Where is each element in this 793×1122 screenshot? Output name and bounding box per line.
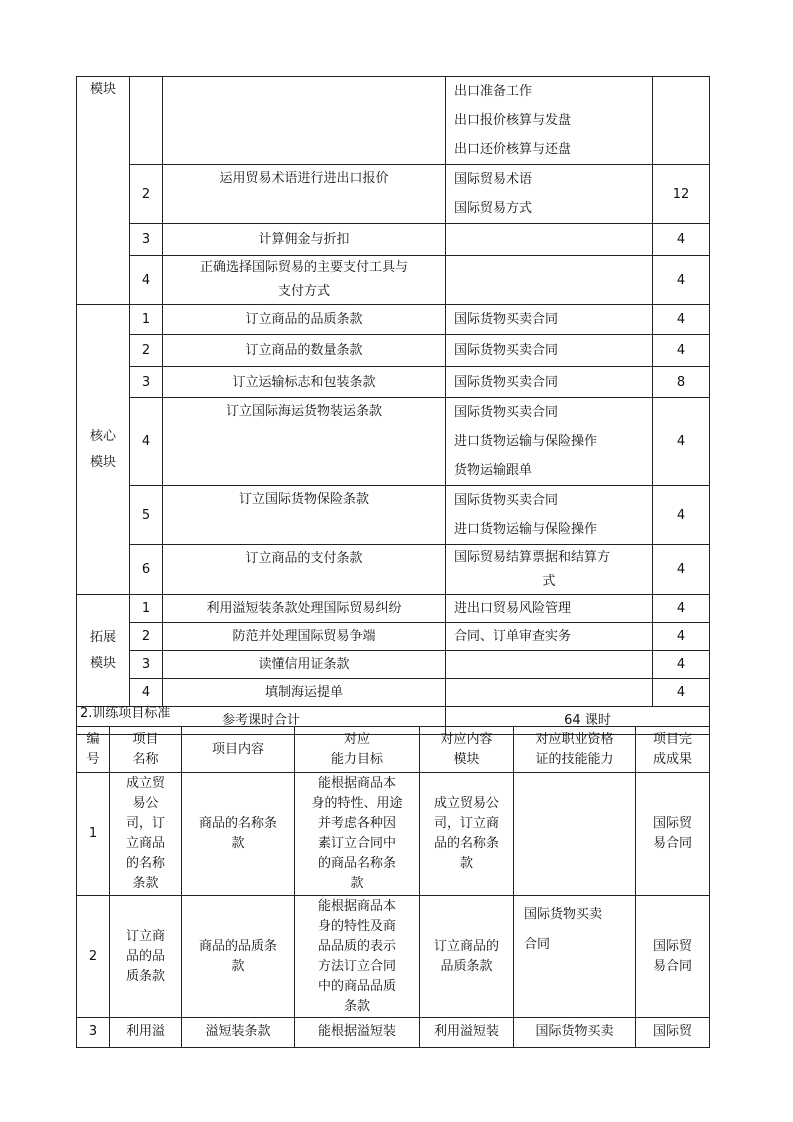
section-heading: 2.训练项目标准 bbox=[80, 706, 171, 721]
row-number: 1 bbox=[77, 773, 110, 896]
row-modules: 国际货物买卖合同 bbox=[446, 367, 653, 398]
total-value: 64 课时 bbox=[446, 707, 710, 735]
project-name: 利用溢 bbox=[110, 1018, 182, 1048]
table-row bbox=[77, 305, 710, 335]
row-number: 6 bbox=[130, 545, 163, 595]
header-cell: 对应职业资格 证的技能能力 bbox=[514, 727, 636, 773]
row-content: 防范并处理国际贸易争端 bbox=[163, 623, 446, 651]
table-row bbox=[77, 545, 710, 595]
row-number: 3 bbox=[130, 367, 163, 398]
row-number: 3 bbox=[130, 651, 163, 679]
row-hours: 4 bbox=[653, 623, 710, 651]
header-row bbox=[77, 727, 710, 773]
row-modules: 国际货物买卖合同 进口货物运输与保险操作 bbox=[446, 486, 653, 545]
row-content: 填制海运提单 bbox=[163, 679, 446, 707]
table-row bbox=[77, 773, 710, 896]
row-modules: 国际贸易结算票据和结算方 式 bbox=[446, 545, 653, 595]
project-content: 溢短装条款 bbox=[182, 1018, 295, 1048]
row-content: 读懂信用证条款 bbox=[163, 651, 446, 679]
table-row bbox=[77, 367, 710, 398]
row-number: 2 bbox=[130, 335, 163, 367]
row-number: 1 bbox=[130, 595, 163, 623]
project-name: 订立商 品的品 质条款 bbox=[110, 896, 182, 1018]
row-number: 5 bbox=[130, 486, 163, 545]
ability-goal: 能根据商品本 身的特性、用途 并考虑各种因 素订立合同中 的商品名称条 款 bbox=[295, 773, 420, 896]
skill-ability: 国际货物买卖 合同 bbox=[514, 896, 636, 1018]
training-standards-table bbox=[76, 726, 710, 1048]
row-content: 运用贸易术语进行进出口报价 bbox=[163, 165, 446, 224]
table-row bbox=[77, 623, 710, 651]
table-row bbox=[77, 679, 710, 707]
row-content: 订立国际海运货物装运条款 bbox=[163, 398, 446, 486]
project-content: 商品的品质条 款 bbox=[182, 896, 295, 1018]
header-cell: 对应 能力目标 bbox=[295, 727, 420, 773]
row-hours: 12 bbox=[653, 165, 710, 224]
row-modules: 国际货物买卖合同 进口货物运输与保险操作 货物运输跟单 bbox=[446, 398, 653, 486]
row-number: 1 bbox=[130, 305, 163, 335]
row-content: 订立运输标志和包装条款 bbox=[163, 367, 446, 398]
content-module: 订立商品的 品质条款 bbox=[420, 896, 514, 1018]
project-result: 国际贸 bbox=[636, 1018, 710, 1048]
row-modules: 国际贸易术语 国际贸易方式 bbox=[446, 165, 653, 224]
table-row bbox=[77, 486, 710, 545]
row-modules: 合同、订单审查实务 bbox=[446, 623, 653, 651]
header-cell: 项目 名称 bbox=[110, 727, 182, 773]
row-number: 2 bbox=[130, 165, 163, 224]
row-modules: 国际货物买卖合同 bbox=[446, 305, 653, 335]
project-result: 国际贸 易合同 bbox=[636, 896, 710, 1018]
table-row bbox=[77, 1018, 710, 1048]
row-number bbox=[130, 77, 163, 165]
row-modules: 国际货物买卖合同 bbox=[446, 335, 653, 367]
ability-goal: 能根据商品本 身的特性及商 品品质的表示 方法订立合同 中的商品品质 条款 bbox=[295, 896, 420, 1018]
row-hours: 4 bbox=[653, 545, 710, 595]
table-row bbox=[77, 651, 710, 679]
row-content: 计算佣金与折扣 bbox=[163, 224, 446, 256]
project-content: 商品的名称条 款 bbox=[182, 773, 295, 896]
table-row bbox=[77, 77, 710, 165]
row-number: 4 bbox=[130, 256, 163, 305]
row-hours: 4 bbox=[653, 256, 710, 305]
row-number: 2 bbox=[130, 623, 163, 651]
row-content: 正确选择国际贸易的主要支付工具与 支付方式 bbox=[163, 256, 446, 305]
row-number: 2 bbox=[77, 896, 110, 1018]
row-hours: 4 bbox=[653, 335, 710, 367]
module-group-label: 模块 bbox=[89, 82, 116, 97]
ability-goal: 能根据溢短装 bbox=[295, 1018, 420, 1048]
row-number: 4 bbox=[130, 679, 163, 707]
table-row bbox=[77, 256, 710, 305]
row-hours: 4 bbox=[653, 679, 710, 707]
skill-ability bbox=[514, 773, 636, 896]
project-name: 成立贸 易公 司，订 立商品 的名称 条款 bbox=[110, 773, 182, 896]
header-cell: 编 号 bbox=[77, 727, 110, 773]
row-modules bbox=[446, 651, 653, 679]
row-modules bbox=[446, 224, 653, 256]
header-cell: 项目内容 bbox=[182, 727, 295, 773]
row-hours: 4 bbox=[653, 398, 710, 486]
row-content: 订立国际货物保险条款 bbox=[163, 486, 446, 545]
content-module: 成立贸易公 司，订立商 品的名称条 款 bbox=[420, 773, 514, 896]
row-number: 3 bbox=[77, 1018, 110, 1048]
row-modules bbox=[446, 679, 653, 707]
content-module: 利用溢短装 bbox=[420, 1018, 514, 1048]
row-hours: 4 bbox=[653, 305, 710, 335]
header-cell: 项目完 成成果 bbox=[636, 727, 710, 773]
row-hours: 4 bbox=[653, 224, 710, 256]
row-number: 4 bbox=[130, 398, 163, 486]
module-group-ext: 拓展 模块 bbox=[77, 595, 130, 707]
skill-ability: 国际货物买卖 bbox=[514, 1018, 636, 1048]
course-module-table bbox=[76, 76, 710, 735]
header-cell: 对应内容 模块 bbox=[420, 727, 514, 773]
row-content: 订立商品的数量条款 bbox=[163, 335, 446, 367]
row-modules: 进出口贸易风险管理 bbox=[446, 595, 653, 623]
row-hours: 8 bbox=[653, 367, 710, 398]
row-content: 利用溢短装条款处理国际贸易纠纷 bbox=[163, 595, 446, 623]
row-number: 3 bbox=[130, 224, 163, 256]
row-hours bbox=[653, 77, 710, 165]
module-group-basic bbox=[77, 77, 130, 305]
row-hours: 4 bbox=[653, 651, 710, 679]
row-hours: 4 bbox=[653, 486, 710, 545]
row-modules bbox=[446, 256, 653, 305]
module-group-core: 核心 模块 bbox=[77, 305, 130, 595]
table-row bbox=[77, 224, 710, 256]
table-row bbox=[77, 595, 710, 623]
table-row bbox=[77, 165, 710, 224]
row-hours: 4 bbox=[653, 595, 710, 623]
total-label: 参考课时合计 bbox=[77, 707, 446, 735]
table-row bbox=[77, 896, 710, 1018]
project-result: 国际贸 易合同 bbox=[636, 773, 710, 896]
row-content bbox=[163, 77, 446, 165]
row-modules: 出口准备工作 出口报价核算与发盘 出口还价核算与还盘 bbox=[446, 77, 653, 165]
row-content: 订立商品的品质条款 bbox=[163, 305, 446, 335]
table-row bbox=[77, 335, 710, 367]
table-row bbox=[77, 398, 710, 486]
row-content: 订立商品的支付条款 bbox=[163, 545, 446, 595]
